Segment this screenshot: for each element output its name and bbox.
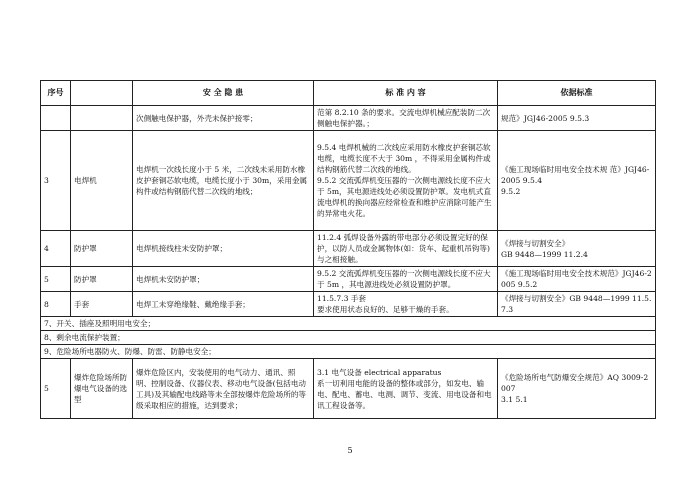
row-item: 防护罩 bbox=[71, 231, 133, 267]
row-standard: 3.1 电气设备 electrical apparatus 系一切利用电能的设备的整体或部分，如发电、输电、配电、蓄电、电测、调节、变流、用电设备和电讯工程设备等。 bbox=[314, 359, 498, 419]
header-hazard: 安 全 隐 患 bbox=[133, 81, 314, 106]
row-seq: 8 bbox=[41, 292, 71, 317]
row-item: 手套 bbox=[71, 292, 133, 317]
row-item: 防护罩 bbox=[71, 267, 133, 292]
row-standard: 9.5.2 交流弧焊机变压器的一次侧电源线长度不应大于 5m ，其电源进线处必须设置防护罩。 bbox=[314, 267, 498, 292]
row-seq: 4 bbox=[41, 231, 71, 267]
row-hazard: 次侧触电保护器，外壳未保护接零； bbox=[133, 106, 314, 131]
row-basis: 《危险场所电气防爆安全规范》AQ 3009-2007 3.1 5.1 bbox=[498, 359, 656, 419]
row-hazard: 电焊机接线柱未安防护罩； bbox=[133, 231, 314, 267]
table-row bbox=[41, 359, 656, 419]
row-standard: 9.5.4 电焊机械的二次线应采用防水橡皮护套铜芯软电缆，电缆长度不大于 30m ，不得采用金属构件或结构钢筋代替二次线的地线。 9.5.2 交流弧焊机变压器的一次侧电源线长度不应大于 5m，其电源进线处必须设置防护罩。发电机式直流电焊机的换向器应经常检查和维护应消除可能产生的异常电火花。 bbox=[314, 131, 498, 231]
row-basis: 《焊接与切割安全》GB 9448—1999 11.5.7.3 bbox=[498, 292, 656, 317]
row-standard: 11.2.4 弧焊设备外露的带电部分必须设置完好的保护，以防人员或金属物体(如：货车、起重机吊钩等)与之相接触。 bbox=[314, 231, 498, 267]
table-row bbox=[41, 292, 656, 317]
row-hazard: 电焊机未安防护罩； bbox=[133, 267, 314, 292]
row-item bbox=[71, 106, 133, 131]
row-basis: 《施工现场临时用电安全技术规 范》JGJ46-2005 9.5.4 9.5.2 bbox=[498, 131, 656, 231]
row-seq: 5 bbox=[41, 359, 71, 419]
section-heading-8: 8、剩余电流保护装置； bbox=[41, 331, 656, 345]
row-seq: 5 bbox=[41, 267, 71, 292]
row-seq: 3 bbox=[41, 131, 71, 231]
table-row bbox=[41, 131, 656, 231]
safety-standards-table bbox=[40, 80, 656, 419]
section-heading-7: 7、开关、插座及照明用电安全； bbox=[41, 317, 656, 331]
row-standard: 11.5.7.3 手套 要求使用状态良好的、足够干燥的手套。 bbox=[314, 292, 498, 317]
table-row bbox=[41, 106, 656, 131]
row-basis: 规范》JGJ46-2005 9.5.3 bbox=[498, 106, 656, 131]
header-seq: 序号 bbox=[41, 81, 71, 106]
header-basis: 依据标准 bbox=[498, 81, 656, 106]
row-basis: 《焊接与切割安全》 GB 9448—1999 11.2.4 bbox=[498, 231, 656, 267]
row-item: 爆炸危险场所防爆电气设备的选型 bbox=[71, 359, 133, 419]
section-heading-9: 9、危险场所电器防火、防爆、防雷、防静电安全； bbox=[41, 345, 656, 359]
table-header-row bbox=[41, 81, 656, 106]
row-hazard: 爆炸危险区内，安装使用的电气动力、通讯、照明、控制设备、仪器仪表、移动电气设备(包括电动工具)及其输配电线路等未全部按爆炸危险场所的等级采取相应的措施，达到要求； bbox=[133, 359, 314, 419]
header-standard: 标 准 内 容 bbox=[314, 81, 498, 106]
section-row bbox=[41, 345, 656, 359]
section-row bbox=[41, 317, 656, 331]
row-seq bbox=[41, 106, 71, 131]
page-number: 5 bbox=[347, 446, 353, 455]
row-item: 电焊机 bbox=[71, 131, 133, 231]
table-row bbox=[41, 267, 656, 292]
section-row bbox=[41, 331, 656, 345]
row-hazard: 电焊机一次线长度小于 5 米，二次线未采用防水橡皮护套铜芯软电缆，电缆长度小于 30m，采用金属构件或结构钢筋代替二次线的地线； bbox=[133, 131, 314, 231]
row-hazard: 电焊工未穿绝缘鞋、戴绝缘手套； bbox=[133, 292, 314, 317]
header-item bbox=[71, 81, 133, 106]
row-basis: 《施工现场临时用电安全技术规范》JGJ46-2005 9.5.2 bbox=[498, 267, 656, 292]
table-row bbox=[41, 231, 656, 267]
row-standard: 范第 8.2.10 条的要求。交流电焊机械应配装防二次侧触电保护器。； bbox=[314, 106, 498, 131]
